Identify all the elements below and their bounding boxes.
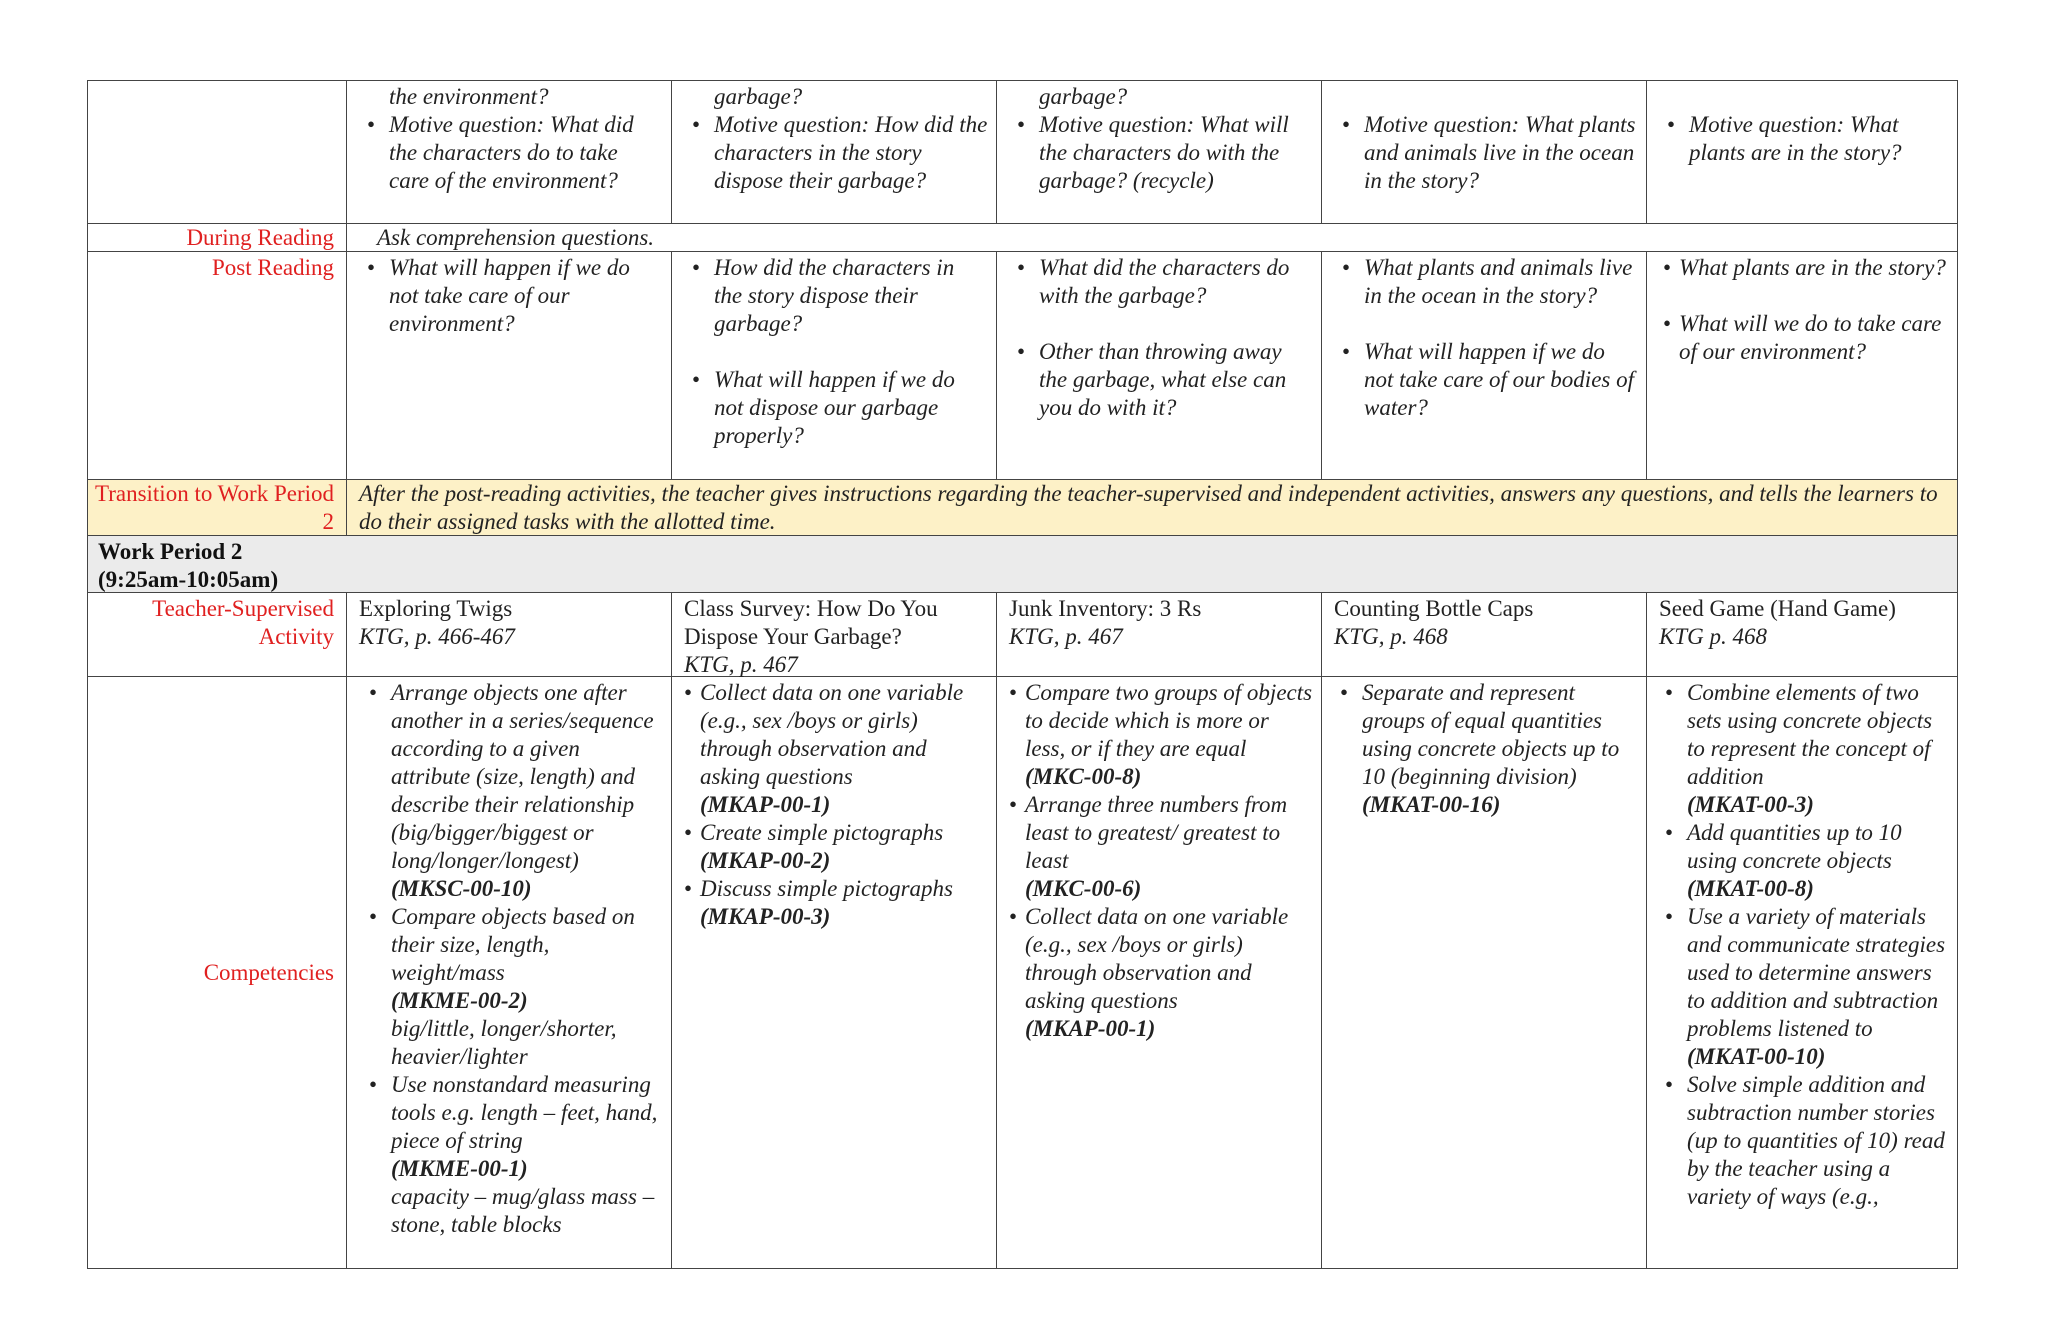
list-item: • What will we do to take care of our environment?	[1679, 310, 1949, 366]
list-item: • Motive question: What plants are in the story?	[1689, 111, 1949, 167]
competency-text: Arrange three numbers from least to greatest/ greatest to least	[1025, 792, 1288, 873]
list-item: • How did the characters in the story dispose their garbage?	[714, 254, 988, 338]
list-item: • Motive question: What plants and animals live in the ocean in the story?	[1364, 111, 1638, 195]
list-item: • Motive question: How did the characters in the story dispose their garbage?	[714, 111, 988, 195]
motive-question-row	[88, 81, 1957, 223]
motive-cell-1	[347, 81, 672, 223]
competency-note: capacity – mug/glass mass – stone, table blocks	[391, 1184, 655, 1237]
list-item: • What will happen if we do not dispose our garbage properly?	[714, 366, 988, 450]
during-reading-text: Ask comprehension questions.	[377, 225, 655, 250]
list-item	[1025, 679, 1313, 791]
transition-text: After the post-reading activities, the teacher gives instructions regarding the teacher-supervised and independent activities, answers any questions, and tells the learners to do their assigned tasks with the allotted time.	[359, 481, 1938, 534]
list-item	[391, 903, 663, 1071]
list-item	[1687, 819, 1949, 903]
competency-text: Compare two groups of objects to decide which is more or less, or if they are equal	[1025, 680, 1313, 761]
list-item	[1687, 679, 1949, 819]
competency-code: (MKME-00-1)	[391, 1156, 528, 1181]
competency-code: (MKAP-00-1)	[700, 792, 831, 817]
competency-text: Collect data on one variable (e.g., sex /boys or girls) through observation and asking questions	[1025, 904, 1289, 1013]
cont-text: garbage?	[714, 84, 803, 109]
competency-text: Compare objects based on their size, length, weight/mass	[391, 904, 635, 985]
competencies-cell-1	[347, 677, 672, 1268]
activity-ref: KTG, p. 467	[1009, 624, 1123, 649]
transition-row	[88, 479, 1957, 535]
work-period-heading	[88, 536, 288, 592]
activity-cell-4	[1322, 593, 1647, 676]
competency-text: Use nonstandard measuring tools e.g. length – feet, hand, piece of string	[391, 1072, 658, 1153]
activity-cell-1	[347, 593, 672, 676]
competency-code: (MKC-00-8)	[1025, 764, 1142, 789]
activity-ref: KTG p. 468	[1659, 624, 1767, 649]
competency-text: Arrange objects one after another in a series/sequence according to a given attribute (size, length) and describe their relationship (big/bigger/biggest or long/longer/longest)	[391, 680, 654, 873]
competency-code: (MKAT-00-8)	[1687, 876, 1814, 901]
motive-cell-2	[672, 81, 997, 223]
competency-text: Create simple pictographs	[700, 820, 944, 845]
work-period-row	[88, 535, 1957, 592]
competency-code: (MKAP-00-2)	[700, 848, 831, 873]
competency-text: Discuss simple pictographs	[700, 876, 953, 901]
competencies-cell-4	[1322, 677, 1647, 1268]
post-reading-cell-2	[672, 252, 997, 479]
list-item: • Motive question: What will the characters do with the garbage? (recycle)	[1039, 111, 1313, 195]
transition-label: Transition to Work Period 2	[88, 480, 347, 535]
activity-ref: KTG, p. 468	[1334, 624, 1448, 649]
activity-title: Seed Game (Hand Game)	[1659, 596, 1896, 621]
competency-text: Use a variety of materials and communicate strategies used to determine answers to addition and subtraction problems listened to	[1687, 904, 1946, 1041]
list-item: • What did the characters do with the garbage?	[1039, 254, 1313, 310]
list-item	[700, 875, 988, 931]
activity-ref: KTG, p. 466-467	[359, 624, 515, 649]
cont-text: garbage?	[1039, 84, 1128, 109]
competency-code: (MKAT-00-3)	[1687, 792, 1814, 817]
work-period-title: Work Period 2	[98, 539, 243, 564]
competencies-cell-5	[1647, 677, 1957, 1268]
teacher-supervised-label: Teacher-Supervised Activity	[88, 593, 347, 676]
competency-code: (MKSC-00-10)	[391, 876, 532, 901]
competencies-label: Competencies	[88, 677, 347, 1268]
competency-text: Separate and represent groups of equal quantities using concrete objects up to 10 (beginning division)	[1362, 680, 1620, 789]
competency-text: Collect data on one variable (e.g., sex /boys or girls) through observation and asking questions	[700, 680, 964, 789]
list-item: • What plants and animals live in the ocean in the story?	[1364, 254, 1638, 310]
competency-code: (MKME-00-2)	[391, 988, 528, 1013]
row-label-empty	[88, 81, 347, 223]
activity-cell-5	[1647, 593, 1957, 676]
list-item	[391, 1071, 663, 1239]
activity-title: Exploring Twigs	[359, 596, 513, 621]
competency-text: Solve simple addition and subtraction number stories (up to quantities of 10) read by the teacher using a variety of ways (e.g.,	[1687, 1072, 1945, 1209]
list-item: • Motive question: What did the characters do to take care of the environment?	[389, 111, 663, 195]
list-item	[700, 819, 988, 875]
motive-cell-3	[997, 81, 1322, 223]
activity-title: Class Survey: How Do You Dispose Your Garbage?	[684, 596, 938, 649]
motive-cell-4	[1322, 81, 1647, 223]
work-period-time: (9:25am-10:05am)	[98, 567, 279, 592]
list-item	[1025, 903, 1313, 1043]
list-item: • What will happen if we do not take care of our bodies of water?	[1364, 338, 1638, 422]
during-reading-row	[88, 223, 1957, 251]
during-reading-label: During Reading	[88, 224, 347, 251]
list-item	[1025, 791, 1313, 903]
post-reading-cell-5	[1647, 252, 1957, 479]
activity-title: Counting Bottle Caps	[1334, 596, 1534, 621]
competency-code: (MKAT-00-10)	[1687, 1044, 1826, 1069]
list-item	[1687, 1071, 1949, 1211]
post-reading-label: Post Reading	[88, 252, 347, 479]
post-reading-cell-4	[1322, 252, 1647, 479]
competencies-cell-3	[997, 677, 1322, 1268]
list-item	[1687, 903, 1949, 1071]
list-item	[391, 679, 663, 903]
activity-cell-3	[997, 593, 1322, 676]
cont-text: the environment?	[389, 84, 549, 109]
lesson-plan-table	[87, 80, 1958, 1269]
list-item	[1362, 679, 1638, 819]
activity-ref: KTG, p. 467	[684, 652, 798, 677]
competency-code: (MKAT-00-16)	[1362, 792, 1501, 817]
list-item: • Other than throwing away the garbage, what else can you do with it?	[1039, 338, 1313, 422]
post-reading-cell-1	[347, 252, 672, 479]
competency-text: Add quantities up to 10 using concrete objects	[1687, 820, 1902, 873]
activity-title: Junk Inventory: 3 Rs	[1009, 596, 1202, 621]
competency-code: (MKC-00-6)	[1025, 876, 1142, 901]
competency-code: (MKAP-00-1)	[1025, 1016, 1156, 1041]
post-reading-row	[88, 251, 1957, 479]
competency-code: (MKAP-00-3)	[700, 904, 831, 929]
list-item: • What plants are in the story?	[1679, 254, 1949, 282]
post-reading-cell-3	[997, 252, 1322, 479]
teacher-supervised-row	[88, 592, 1957, 676]
motive-cell-5	[1647, 81, 1957, 223]
competencies-cell-2	[672, 677, 997, 1268]
competency-text: Combine elements of two sets using concrete objects to represent the concept of addition	[1687, 680, 1933, 789]
competency-note: big/little, longer/shorter, heavier/lighter	[391, 1016, 617, 1069]
activity-cell-2	[672, 593, 997, 676]
list-item: • What will happen if we do not take care of our environment?	[389, 254, 663, 338]
competencies-row	[88, 676, 1957, 1268]
list-item	[700, 679, 988, 819]
